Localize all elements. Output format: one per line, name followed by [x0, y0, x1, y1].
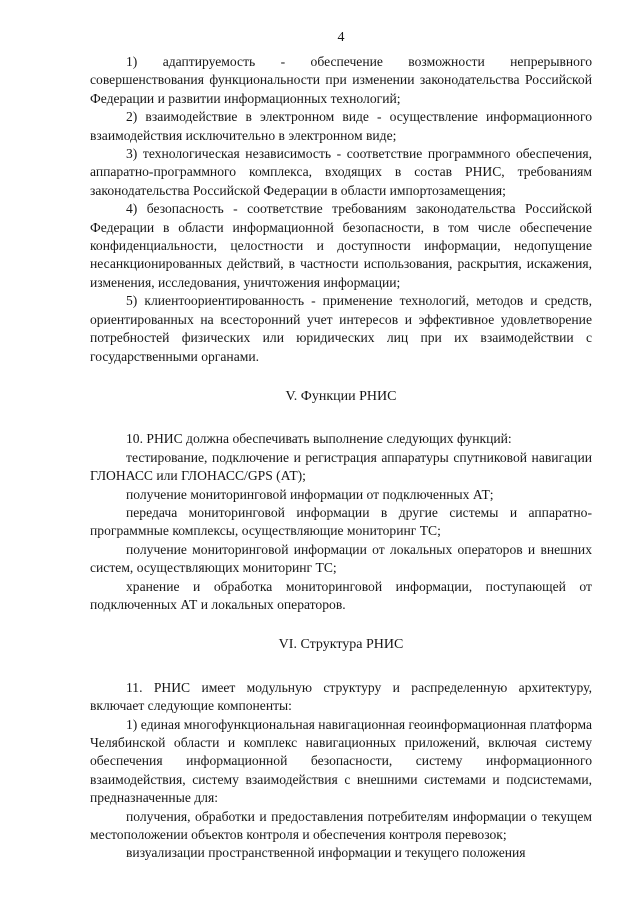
function-item: передача мониторинговой информации в другие системы и аппаратно-программные комплексы, осуществляющие мониторинг ТС; — [90, 504, 592, 539]
structure-intro: 11. РНИС имеет модульную структуру и распределенную архитектуру, включает следующие компоненты: — [90, 679, 592, 714]
section-heading-functions: V. Функции РНИС — [285, 388, 397, 404]
principle-item: 4) безопасность - соответствие требованиям законодательства Российской Федерации в области информационной безопасности, в том числе обеспечение конфиденциальности, целостности и доступности информации, недопущение несанкционированных действий, в частности использования, раскрытия, искажения, изменения, исследования, уничтожения информации; — [90, 201, 592, 290]
function-item: получение мониторинговой информации от подключенных АТ; — [126, 486, 494, 502]
page-number: 4 — [337, 30, 345, 45]
principle-item: 5) клиентоориентированность - применение технологий, методов и средств, ориентированных на всесторонний учет интересов и эффективное удовлетворение потребностей физических или юридических лиц при их взаимодействии с государственными органами. — [90, 293, 592, 364]
function-item: получение мониторинговой информации от локальных операторов и внешних систем, осуществляющих мониторинг ТС; — [90, 541, 592, 576]
purpose-item: получения, обработки и предоставления потребителям информации о текущем местоположении объектов контроля и обеспечения контроля перевозок; — [90, 808, 592, 843]
principle-item: 3) технологическая независимость - соответствие программного обеспечения, аппаратно-программного комплекса, входящих в состав РНИС, требованиям законодательства Российской Федерации в области импортозамещения; — [90, 146, 592, 198]
functions-intro: 10. РНИС должна обеспечивать выполнение следующих функций: — [126, 431, 512, 447]
document-body — [90, 53, 592, 863]
component-item: 1) единая многофункциональная навигационная геоинформационная платформа Челябинской области и комплекс навигационных приложений, включая систему обеспечения информационной безопасности, систему информационного взаимодействия, систему взаимодействия с внешними системами и подсистемами, предназначенные для: — [90, 716, 593, 806]
section-heading-structure: VI. Структура РНИС — [278, 637, 404, 653]
function-item: тестирование, подключение и регистрация аппаратуры спутниковой навигации ГЛОНАСС или ГЛОНАСС/GPS (АТ); — [90, 449, 592, 484]
principle-item: 1) адаптируемость - обеспечение возможности непрерывного совершенствования функциональности при изменении законодательства Российской Федерации и развитии информационных технологий; — [90, 54, 592, 106]
principle-item: 2) взаимодействие в электронном виде - осуществление информационного взаимодействия исключительно в электронном виде; — [90, 109, 592, 143]
purpose-item: визуализации пространственной информации и текущего положения — [126, 845, 526, 861]
function-item: хранение и обработка мониторинговой информации, поступающей от подключенных АТ и локальных операторов. — [90, 578, 592, 612]
